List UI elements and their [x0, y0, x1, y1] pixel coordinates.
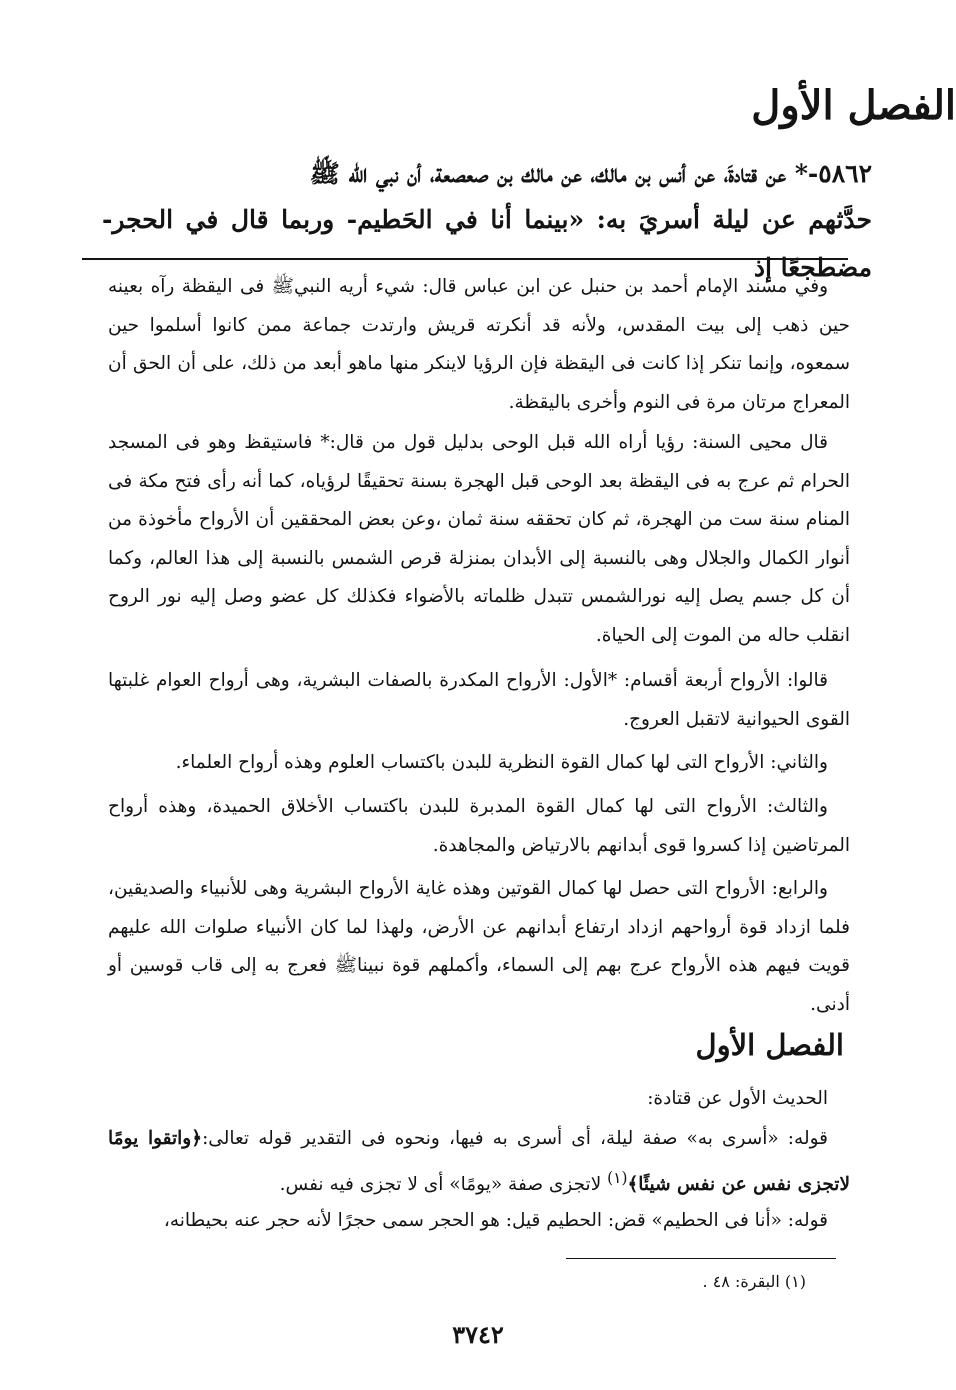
commentary-text: والثالث: الأرواح التى لها كمال القوة المدبرة للبدن باكتساب الأخلاق الحميدة، وهذه أرواح المرتاضين إذا كسروا قوى أبدانهم بالارتياض والمجاهدة.: [108, 796, 850, 856]
section2-intro-text: الحديث الأول عن قتادة:: [647, 1088, 828, 1109]
section2-paragraph-text: قوله: «أنا فى الحطيم» قض: الحطيم قيل: هو الحجر سمى حجرًا لأنه حجر عنه بحيطانه،: [163, 1210, 828, 1231]
commentary-paragraph-1: [108, 268, 850, 422]
commentary-paragraph-3: [108, 662, 850, 739]
commentary-text: قال محيى السنة: رؤيا أراه الله قبل الوحى بدليل قول من قال:* فاستيقظ وهو فى المسجد الحرام ثم عرج به فى اليقظة بعد الوحى قبل الهجرة بسنة تحقيقًا لرؤياه، كما أنه رأى فتح مكة فى المنام سنة ست من الهجرة، ثم كان تحققه سنة ثمان ،وعن بعض المحققين أن الأرواح مأخوذة من أنوار الكمال والجلال وهى بالنسبة إلى الأبدان بمنزلة قرص الشمس بالنسبة إلى هذا العالم، وكما أن كل جسم يصل إليه نورالشمس تتبدل ظلماته بالأضواء فكذلك كل عضو وصل إليه نور الروح انقلب حاله من الموت إلى الحياة.: [108, 432, 850, 646]
footnote-divider: [566, 1258, 836, 1259]
footnote-marker: (١): [607, 1168, 628, 1187]
page-title: الفصل الأول: [751, 82, 956, 129]
paragraph-end: لاتجزى صفة «يومًا» أى لا تجزى فيه نفس.: [279, 1173, 608, 1195]
commentary-paragraph-2: [108, 424, 850, 655]
section-subtitle: الفصل الأول: [695, 1028, 844, 1062]
section2-paragraph-text: [108, 1120, 850, 1204]
paragraph-start: قوله: «أسرى به» صفة ليلة، أى أسرى به فيها، ونحوه فى التقدير قوله تعالى:: [202, 1128, 828, 1149]
section2-paragraph-2: [108, 1202, 850, 1241]
commentary-text: قالوا: الأرواح أربعة أقسام: *الأول: الأرواح المكدرة بالصفات البشرية، وهى أرواح العوام غلبتها القوى الحيوانية لاتقبل العروج.: [108, 670, 850, 730]
commentary-text: والرابع: الأرواح التى حصل لها كمال القوتين وهذه غاية الأرواح البشرية وهى للأنبياء والصديقين، فلما ازداد قوة أرواحهم ازداد ارتفاع أبدانهم عن الأرض، ولهذا لما كان الأنبياء صلوات الله عليهم قويت فيهم هذه الأرواح عرج بهم إلى السماء، وأكملهم قوة نبيناﷺ فعرج به إلى قاب قوسين أو أدنى.: [108, 878, 850, 1015]
top-divider: [82, 258, 848, 260]
commentary-text: وفي مسند الإمام أحمد بن حنبل عن ابن عباس قال: شيء أريه النبيﷺ فى اليقظة رآه بعينه حين ذهب إلى بيت المقدس، ولأنه قد أنكرته قريش وارتدت جماعة ممن كانوا أسلموا حين سمعوه، وإنما تنكر إذا كانت فى اليقظة فإن الرؤيا لاينكر منها ماهو أبعد من ذلك، على أن الحق أن المعراج مرتان مرة فى النوم وأخرى باليقظة.: [108, 276, 850, 413]
quran-quote: ﴿واتقوا يومًا لاتجزى نفس عن نفس شيئًا﴾: [108, 1128, 850, 1195]
commentary-paragraph-6: [108, 870, 850, 1024]
footnote: (١) البقرة: ٤٨ .: [702, 1272, 806, 1291]
hadith-line-1: ٥٨٦٢-* عن قتادةَ، عن أنس بن مالك، عن مالك بن صعصعة، أن نبي الله ﷺ: [309, 159, 872, 188]
commentary-paragraph-5: [108, 788, 850, 865]
section2-paragraph-1: [108, 1120, 850, 1204]
commentary-text: والثاني: الأرواح التى لها كمال القوة النظرية للبدن باكتساب العلوم وهذه أرواح العلماء.: [175, 752, 828, 773]
hadith-line-2: حدَّثهم عن ليلة أسريَ به: «بينما أنا في الحَطيم- وربما قال في الحجر- مضطجعًا إذ: [102, 205, 872, 282]
page-number: ٣٧٤٢: [452, 1320, 504, 1349]
section2-intro: [108, 1080, 850, 1119]
commentary-paragraph-4: [108, 744, 850, 783]
